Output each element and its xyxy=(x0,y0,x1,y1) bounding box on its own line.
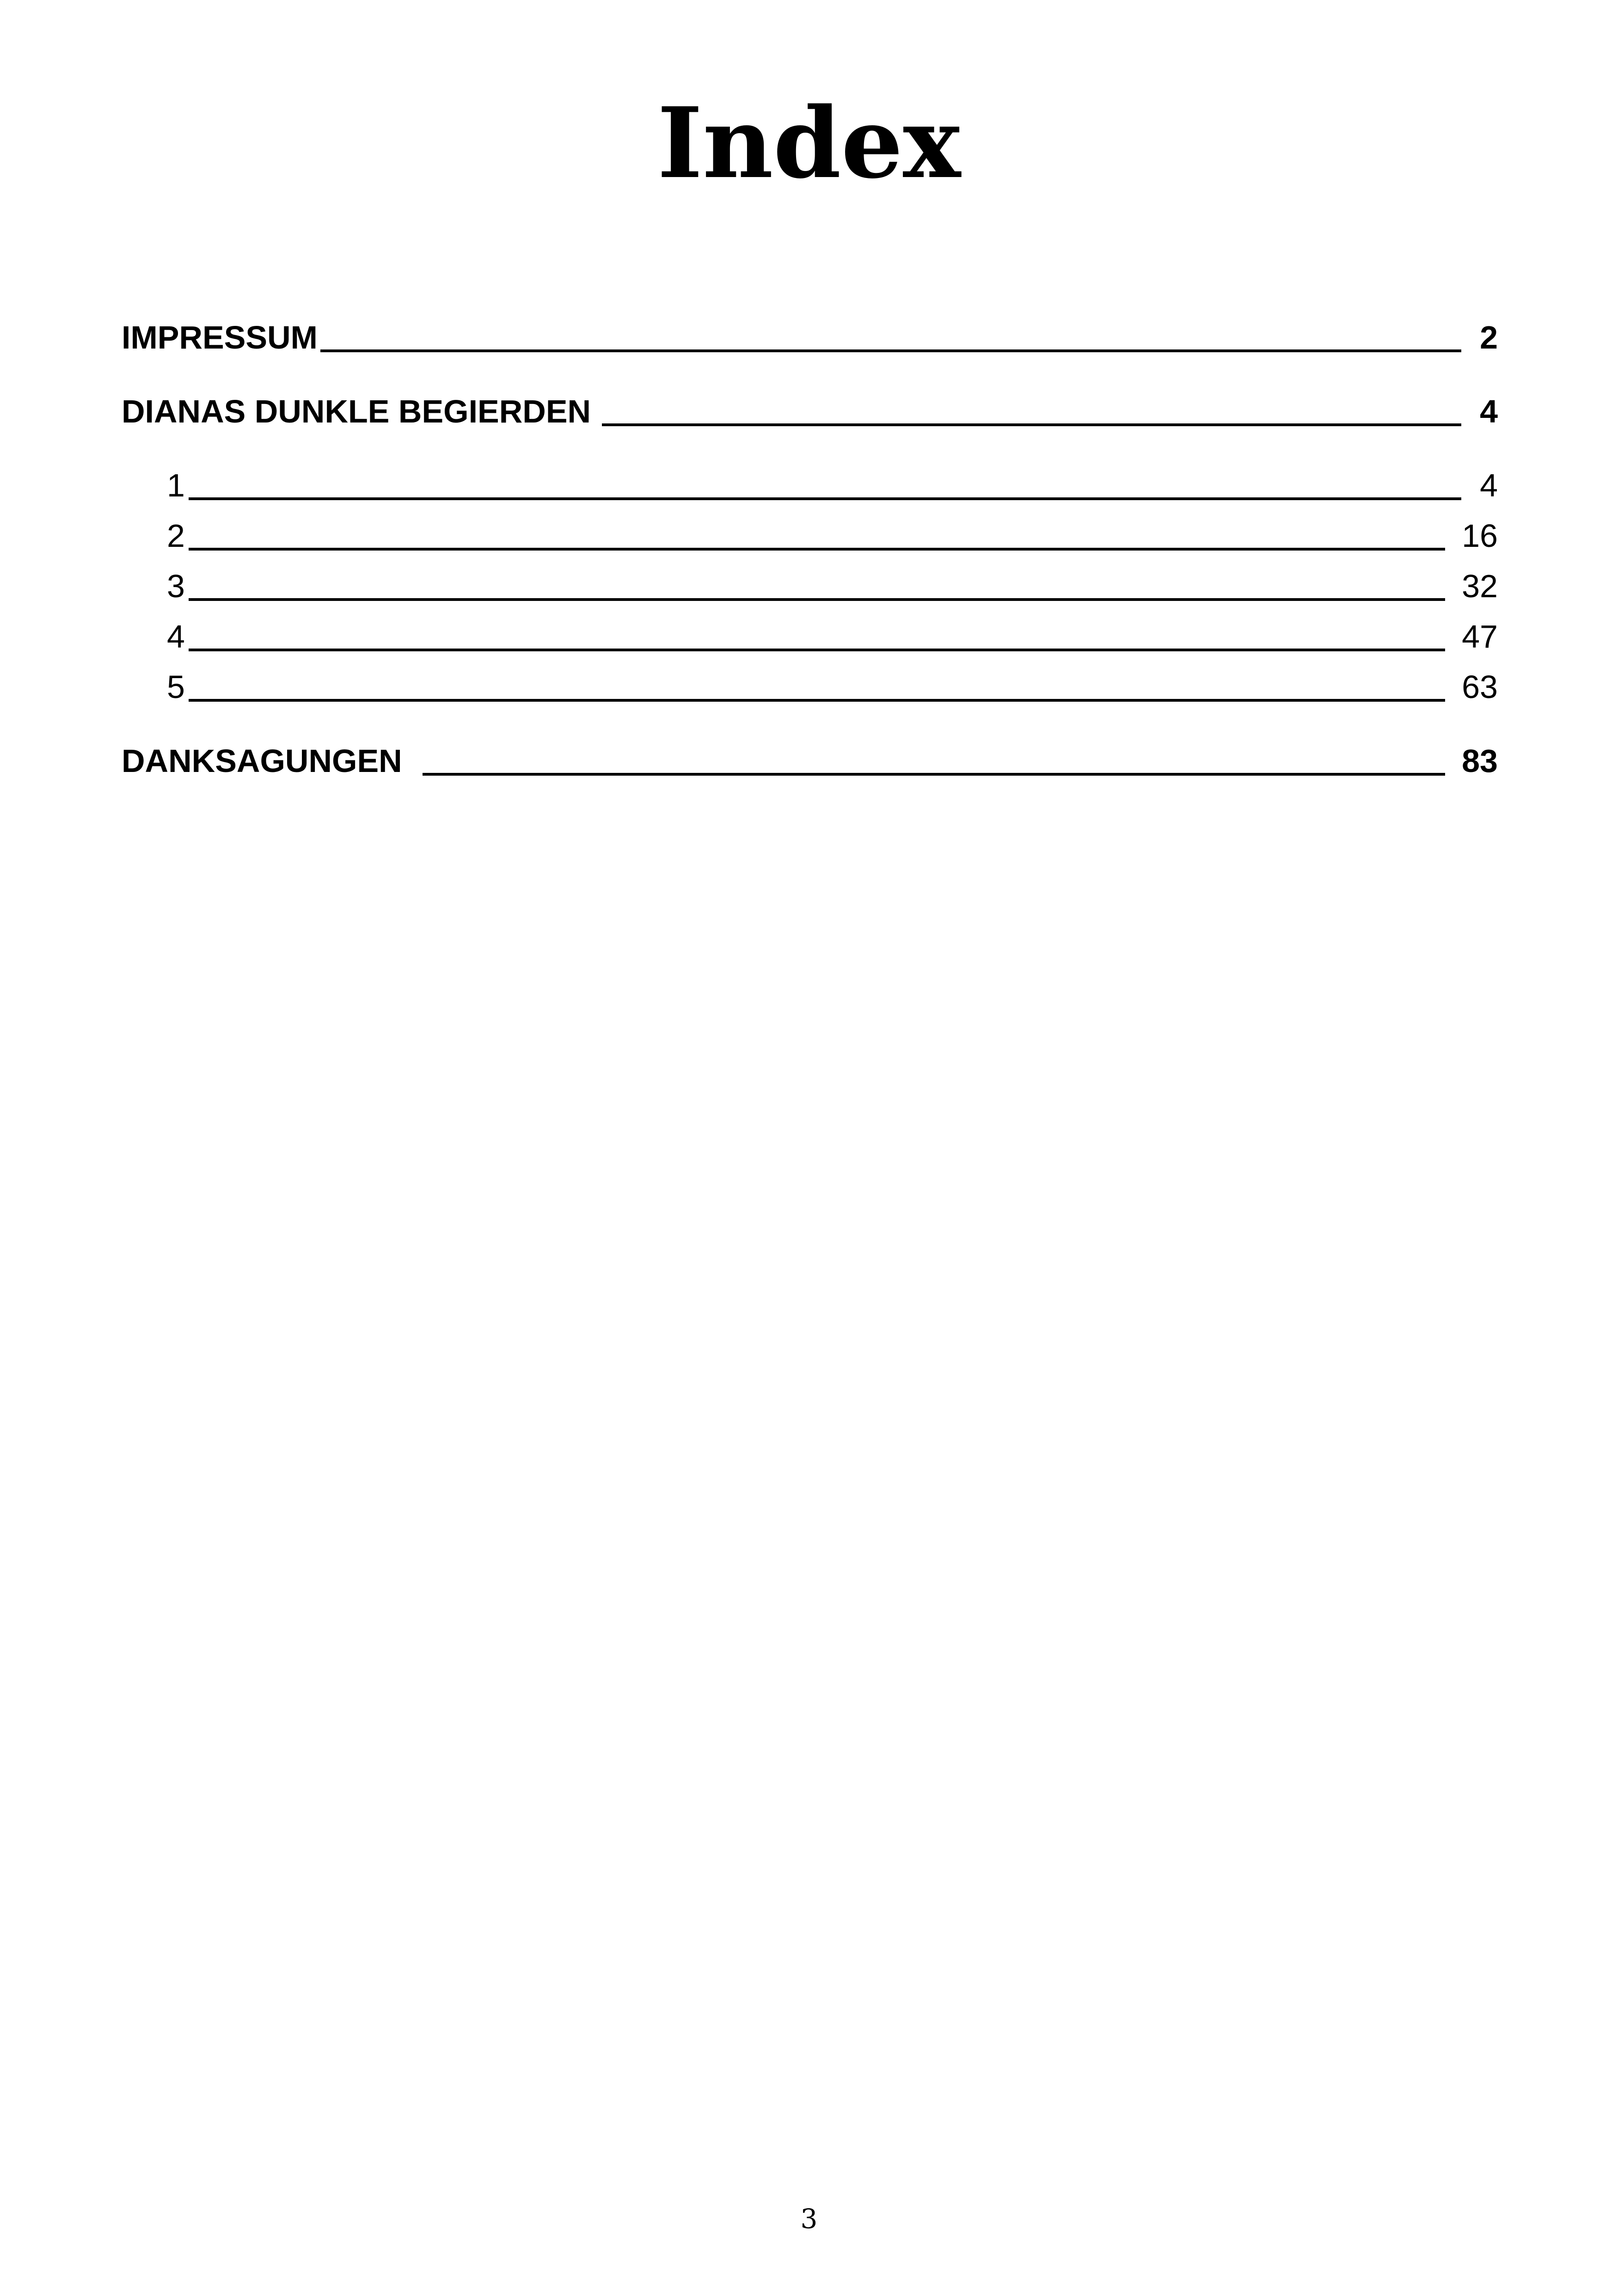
toc-entry-label: 2 xyxy=(167,518,185,554)
toc-entry-page: 16 xyxy=(1462,518,1498,554)
toc-entry-page: 63 xyxy=(1462,669,1498,705)
toc-entry-label: 1 xyxy=(167,467,185,503)
page-title: Index xyxy=(657,86,961,200)
toc-entry-page: 2 xyxy=(1480,319,1498,355)
toc-leader-line xyxy=(189,598,1445,601)
toc-entry-danksagungen[interactable] xyxy=(122,741,1498,780)
toc-entry-label: 5 xyxy=(167,669,185,705)
toc-entry-impressum[interactable] xyxy=(122,318,1498,357)
toc-entry-label: IMPRESSUM xyxy=(122,319,318,355)
toc-entry-label: 4 xyxy=(167,618,185,655)
toc-entry-chapter-1[interactable] xyxy=(167,466,1498,505)
toc-leader-line xyxy=(189,548,1445,551)
toc-entry-label: 3 xyxy=(167,568,185,604)
toc-leader-line xyxy=(423,773,1445,776)
toc-entry-label: DIANAS DUNKLE BEGIERDEN xyxy=(122,393,591,429)
toc-entry-page: 32 xyxy=(1462,568,1498,604)
toc-entry-chapter-3[interactable] xyxy=(167,567,1498,606)
toc-entry-dianas-dunkle-begierden[interactable] xyxy=(122,392,1498,431)
toc-entry-label: DANKSAGUNGEN xyxy=(122,743,402,779)
toc-leader-line xyxy=(602,423,1461,426)
toc-entry-page: 4 xyxy=(1480,393,1498,429)
toc-entry-chapter-2[interactable] xyxy=(167,516,1498,555)
toc-entry-page: 83 xyxy=(1462,743,1498,779)
toc-entry-page: 4 xyxy=(1480,467,1498,503)
toc-entry-page: 47 xyxy=(1462,618,1498,655)
toc-entry-chapter-5[interactable] xyxy=(167,667,1498,706)
toc-entry-chapter-4[interactable] xyxy=(167,617,1498,656)
toc-leader-line xyxy=(189,649,1445,651)
table-of-contents xyxy=(122,0,1498,832)
toc-leader-line xyxy=(189,497,1461,500)
toc-leader-line xyxy=(189,699,1445,702)
toc-leader-line xyxy=(320,349,1461,352)
footer-page-number: 3 xyxy=(800,2203,818,2235)
